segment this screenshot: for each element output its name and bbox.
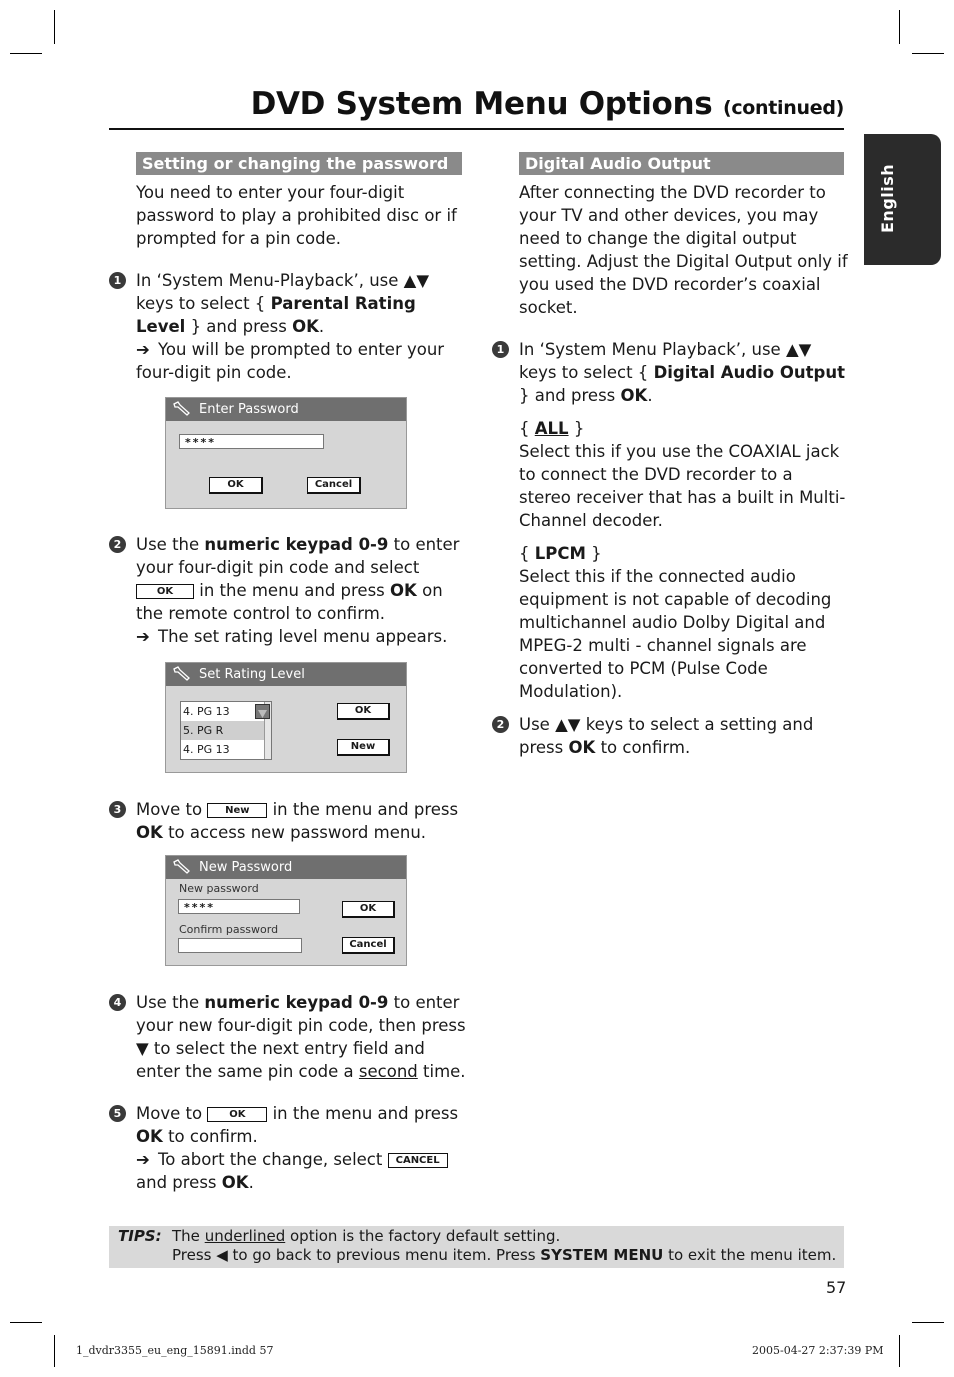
password-step-2 [109, 533, 464, 648]
step-text: . [318, 317, 325, 336]
step-number: 1 [109, 272, 126, 289]
inline-ok-button: OK [207, 1107, 267, 1122]
dialog-title-bar [166, 663, 406, 686]
step-result: You will be prompted to enter your four-digit pin code. [136, 340, 445, 382]
crop-mark [912, 1322, 944, 1323]
step-number: 1 [492, 341, 509, 358]
step-text: in the menu and press [199, 581, 385, 600]
inline-new-button: New [207, 803, 267, 818]
tips-line-2 [172, 1246, 836, 1265]
rating-list[interactable] [180, 701, 272, 760]
left-column-bottom [109, 991, 469, 1194]
step-number: 4 [109, 994, 126, 1011]
set-rating-level-dialog [165, 662, 407, 773]
step-number: 2 [109, 536, 126, 553]
tips-text: option is the factory default setting. [290, 1227, 561, 1245]
crop-mark [912, 53, 944, 54]
dialog-title: Enter Password [199, 402, 299, 417]
option-all [492, 417, 848, 532]
dialog-title: New Password [199, 860, 293, 875]
cancel-button[interactable]: Cancel [307, 477, 361, 494]
section-heading-digital-audio: Digital Audio Output [519, 152, 844, 175]
step-bold: OK [136, 1127, 163, 1146]
step-text: to enter your new four-digit pin code, then press ▼ to select the next entry field and enter the same pin code a [136, 993, 466, 1081]
new-password-dialog [165, 855, 407, 966]
digital-audio-step-1 [492, 338, 848, 407]
left-column-step2 [109, 533, 464, 648]
step-text: Move to [136, 800, 203, 819]
page-title-suffix: (continued) [722, 97, 844, 119]
step-text: to enter your four-digit pin code and select [136, 535, 460, 577]
step-text: In ‘System Menu Playback’, use ▲▼ keys to select { [519, 340, 812, 382]
password-intro: You need to enter your four-digit password to play a prohibited disc or if prompted for a pin code. [136, 183, 457, 248]
step-text: on the remote control to confirm. [136, 581, 443, 623]
confirm-password-field[interactable] [178, 938, 302, 953]
ok-button[interactable]: OK [337, 703, 390, 720]
dialog-title-bar [166, 398, 406, 421]
new-button[interactable]: New [337, 739, 390, 756]
language-tab-label: English [878, 163, 897, 233]
footer-timestamp: 2005-04-27 2:37:39 PM [752, 1344, 884, 1357]
step-text: time. [423, 1062, 466, 1081]
tips-text: Press ◀ to go back to previous menu item. Press [172, 1246, 536, 1264]
step-text: In ‘System Menu-Playback’, use ▲▼ keys to select { [136, 271, 430, 313]
tips-label: TIPS: [118, 1227, 162, 1245]
crop-mark [10, 53, 42, 54]
brace: } [573, 419, 585, 438]
option-lpcm [492, 542, 848, 703]
step-text: Use the [136, 535, 200, 554]
ok-button[interactable]: OK [342, 901, 395, 918]
list-item[interactable]: 4. PG 13 [183, 743, 230, 756]
enter-password-dialog [165, 397, 407, 509]
password-step-5 [109, 1102, 469, 1194]
step-bold: OK [221, 1173, 249, 1192]
step-text: and press [136, 1173, 217, 1192]
new-password-label: New password [179, 882, 259, 895]
digital-audio-step-2 [492, 713, 848, 759]
step-text: } and press [190, 317, 287, 336]
step-number: 3 [109, 801, 126, 818]
step-bold: Parental Rating Level [136, 294, 416, 336]
ok-button[interactable]: OK [209, 477, 263, 494]
option-name: LPCM [534, 544, 586, 563]
dialog-title: Set Rating Level [199, 667, 305, 682]
step-bold: OK [292, 317, 319, 336]
step-number: 5 [109, 1105, 126, 1122]
tips-line-1 [172, 1227, 560, 1246]
arrow-icon: ➔ [136, 340, 150, 359]
list-item[interactable]: 4. PG 13 [183, 705, 230, 718]
tips-box [109, 1226, 844, 1268]
step-bold: numeric keypad 0-9 [204, 993, 389, 1012]
wrench-icon [172, 859, 192, 875]
confirm-password-label: Confirm password [179, 923, 279, 936]
password-step-1 [109, 269, 464, 384]
dialog-title-bar [166, 856, 406, 879]
option-description: Select this if you use the COAXIAL jack to connect the DVD recorder to a stereo receiver that has a built in Multi-Channel decoder. [519, 442, 846, 530]
brace: { [519, 544, 530, 563]
password-field[interactable]: **** [179, 434, 324, 449]
step-text: to confirm. [168, 1127, 258, 1146]
wrench-icon [172, 666, 192, 682]
option-description: Select this if the connected audio equipment is not capable of decoding multichannel audio Dolby Digital and MPEG-2 multi - channel signals are converted to PCM (Pulse Code Modulation). [519, 567, 832, 701]
step-bold: Digital Audio Output [653, 363, 845, 382]
step-bold: numeric keypad 0-9 [204, 535, 389, 554]
inline-cancel-button: CANCEL [388, 1153, 448, 1168]
tips-text: The [172, 1227, 200, 1245]
title-rule [109, 128, 844, 130]
step-bold: OK [620, 386, 648, 405]
new-password-field[interactable]: **** [178, 899, 300, 914]
step-bold: OK [390, 581, 417, 600]
step-text: . [647, 386, 653, 405]
step-text: in the menu and press [272, 1104, 459, 1123]
page-number: 57 [826, 1278, 847, 1297]
option-name: ALL [534, 419, 569, 438]
dropdown-arrow-icon[interactable] [255, 704, 270, 719]
step-text: Use the [136, 993, 200, 1012]
crop-mark [899, 1335, 900, 1367]
step-text: To abort the change, select [158, 1150, 383, 1169]
step-text: to access new password menu. [168, 823, 427, 842]
inline-ok-button: OK [136, 584, 194, 599]
step-bold: OK [136, 823, 163, 842]
left-column-top [109, 181, 464, 384]
arrow-icon: ➔ [136, 1150, 150, 1169]
step-underlined: second [358, 1062, 418, 1081]
footer-file-info: 1_dvdr3355_eu_eng_15891.indd 57 [76, 1344, 274, 1357]
digital-audio-intro: After connecting the DVD recorder to your TV and other devices, you may need to change the digital output setting. Adjust the Digital Output only if you used the DVD recorder’s coaxial socket. [519, 183, 848, 317]
right-column [492, 181, 848, 759]
page-title-text: DVD System Menu Options [250, 86, 713, 122]
password-step-4 [109, 991, 469, 1083]
step-number: 2 [492, 716, 509, 733]
tips-bold: SYSTEM MENU [540, 1246, 664, 1264]
step-bold: OK [568, 738, 596, 757]
crop-mark [54, 1335, 55, 1367]
crop-mark [10, 1322, 42, 1323]
crop-mark [54, 10, 55, 44]
language-tab [864, 134, 941, 265]
step-text: to confirm. [600, 738, 691, 757]
section-heading-password: Setting or changing the password [136, 152, 462, 175]
step-text: } and press [519, 386, 616, 405]
brace: } [591, 544, 602, 563]
wrench-icon [172, 401, 192, 417]
cancel-button[interactable]: Cancel [342, 937, 395, 954]
step-text: . [248, 1173, 254, 1192]
tips-text: to exit the menu item. [668, 1246, 837, 1264]
step-result: The set rating level menu appears. [158, 627, 448, 646]
brace: { [519, 419, 530, 438]
password-step-3 [109, 798, 464, 844]
step-text: Use ▲▼ keys to select a setting and press [519, 715, 814, 757]
step-text: Move to [136, 1104, 203, 1123]
crop-mark [899, 10, 900, 44]
left-column-step3 [109, 798, 464, 844]
arrow-icon: ➔ [136, 627, 150, 646]
step-text: in the menu and press [272, 800, 459, 819]
page-title [251, 86, 844, 122]
tips-underlined: underlined [204, 1227, 286, 1245]
list-item[interactable]: 5. PG R [181, 721, 264, 740]
